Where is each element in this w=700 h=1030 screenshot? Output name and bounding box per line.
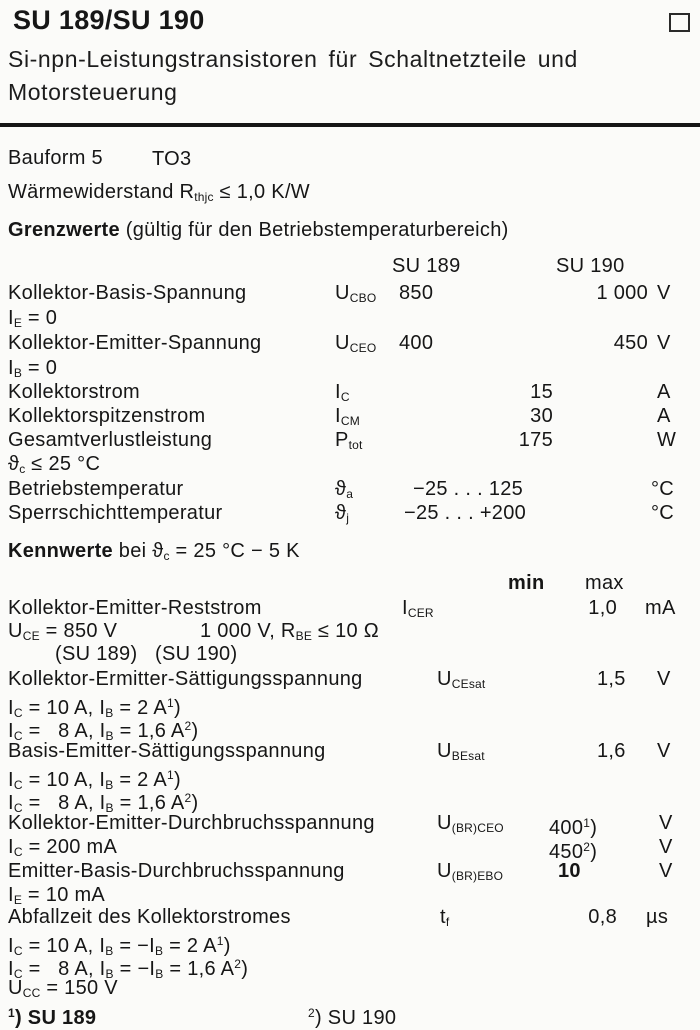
param-value-su189: 400 <box>399 332 434 354</box>
grenzwerte-heading: Grenzwerte (gültig für den Betriebstemperaturbereich) <box>8 219 509 241</box>
param-value-min: $400^1$) <box>549 816 598 839</box>
doc-subtitle-line1: Si-npn-Leistungstransistoren für Schaltnetzteile und <box>8 46 578 72</box>
param-value: −25 . . . 125 <box>413 478 524 500</box>
doc-title: SU 189/SU 190 <box>13 5 205 35</box>
param-value-su190: 450 <box>613 332 648 354</box>
kennwerte-heading: Kennwerte bei ϑc = 25 °C − 5 K <box>8 540 300 563</box>
param-condition: IC = 8 A, IB = 1,6 $A^2$) <box>8 719 199 743</box>
param-name: Gesamtverlustleistung <box>8 429 213 451</box>
param-symbol: UBEsat <box>437 740 485 763</box>
param-name: Betriebstemperatur <box>8 478 184 500</box>
param-condition: IB = 0 <box>8 357 58 380</box>
param-symbol: UCEO <box>335 332 377 355</box>
header-rule <box>0 123 700 127</box>
param-value-max: 1,0 <box>588 597 617 619</box>
param-unit: V <box>659 812 673 834</box>
param-name: Kollektorspitzenstrom <box>8 405 206 427</box>
param-value-max: 1,5 <box>597 668 626 690</box>
param-unit: A <box>657 405 671 427</box>
max-col-header: max <box>585 572 624 594</box>
param-value: −25 . . . +200 <box>404 502 527 524</box>
thermal-resistance-line: Wärmewiderstand Rthjc ≤ 1,0 K/W <box>8 181 310 204</box>
param-symbol: Ptot <box>335 429 363 452</box>
param-name: Kollektor-Emitter-Durchbruchsspannung <box>8 812 375 834</box>
col-header-su190: SU 190 <box>556 255 625 277</box>
param-condition: UCC = 150 V <box>8 977 118 1000</box>
param-name: Kollektor-Ermitter-Sättigungsspannung <box>8 668 363 690</box>
param-name: Kollektor-Emitter-Reststrom <box>8 597 262 619</box>
param-value: 30 <box>530 405 553 427</box>
param-symbol: ICM <box>335 405 360 428</box>
param-condition: IC = 10 A, IB = 2 $A^1$) <box>8 768 181 792</box>
param-condition: IE = 10 mA <box>8 884 106 907</box>
param-name: Kollektor-Basis-Spannung <box>8 282 247 304</box>
param-symbol: U(BR)CEO <box>437 812 504 835</box>
param-condition: IC = 200 mA <box>8 836 118 859</box>
param-symbol: ICER <box>402 597 434 620</box>
param-unit: µs <box>646 906 669 928</box>
param-name: Sperrschichttemperatur <box>8 502 223 524</box>
param-symbol: IC <box>335 381 350 404</box>
param-value-max: 1,6 <box>597 740 626 762</box>
param-unit: °C <box>651 478 675 500</box>
param-symbol: ϑj <box>335 502 350 525</box>
param-symbol: U(BR)EBO <box>437 860 504 883</box>
corner-checkbox-icon <box>669 13 690 32</box>
param-condition: IE = 0 <box>8 307 58 330</box>
param-value: 15 <box>530 381 553 403</box>
param-name: Abfallzeit des Kollektorstromes <box>8 906 291 928</box>
param-condition: IC = 10 A, IB = 2 $A^1$) <box>8 696 181 720</box>
param-condition: ϑc ≤ 25 °C <box>8 453 101 476</box>
footnote-su190: $^2$) SU 190 <box>308 1006 397 1029</box>
param-unit: V <box>659 860 673 882</box>
param-value-min: $450^2$) <box>549 840 598 863</box>
param-condition: UCE = 850 V <box>8 620 118 643</box>
param-name: Emitter-Basis-Durchbruchsspannung <box>8 860 345 882</box>
param-condition: 1 000 V, RBE ≤ 10 Ω <box>200 620 380 643</box>
param-condition: (SU 189) (SU 190) <box>55 643 238 665</box>
param-condition: IC = 8 A, IB = −IB = 1,6 $A^2$) <box>8 957 249 981</box>
param-unit: V <box>659 836 673 858</box>
param-name: Kollektor-Emitter-Spannung <box>8 332 262 354</box>
min-col-header: min <box>508 572 545 594</box>
param-value-min: 10 <box>558 860 581 882</box>
param-value: 175 <box>518 429 553 451</box>
param-unit: V <box>657 668 671 690</box>
footnote-su189: $^1$) SU 189 <box>8 1006 97 1029</box>
param-unit: V <box>657 740 671 762</box>
param-name: Kollektorstrom <box>8 381 141 403</box>
doc-subtitle-line2: Motorsteuerung <box>8 79 178 105</box>
bauform-label: Bauform 5 <box>8 147 103 169</box>
param-name: Basis-Emitter-Sättigungsspannung <box>8 740 326 762</box>
param-condition: IC = 8 A, IB = 1,6 $A^2$) <box>8 791 199 815</box>
package-label: TO3 <box>152 148 192 170</box>
param-unit: A <box>657 381 671 403</box>
param-unit: W <box>657 429 677 451</box>
param-value-su189: 850 <box>399 282 434 304</box>
param-condition: IC = 10 A, IB = −IB = 2 $A^1$) <box>8 934 231 958</box>
col-header-su189: SU 189 <box>392 255 461 277</box>
param-symbol: ϑa <box>335 478 354 501</box>
param-symbol: UCEsat <box>437 668 486 691</box>
param-unit: V <box>657 332 671 354</box>
param-value-max: 0,8 <box>588 906 617 928</box>
param-symbol: tf <box>440 906 450 929</box>
param-symbol: UCBO <box>335 282 377 305</box>
param-unit: °C <box>651 502 675 524</box>
param-unit: mA <box>645 597 676 619</box>
param-value-su190: 1 000 <box>596 282 648 304</box>
param-unit: V <box>657 282 671 304</box>
